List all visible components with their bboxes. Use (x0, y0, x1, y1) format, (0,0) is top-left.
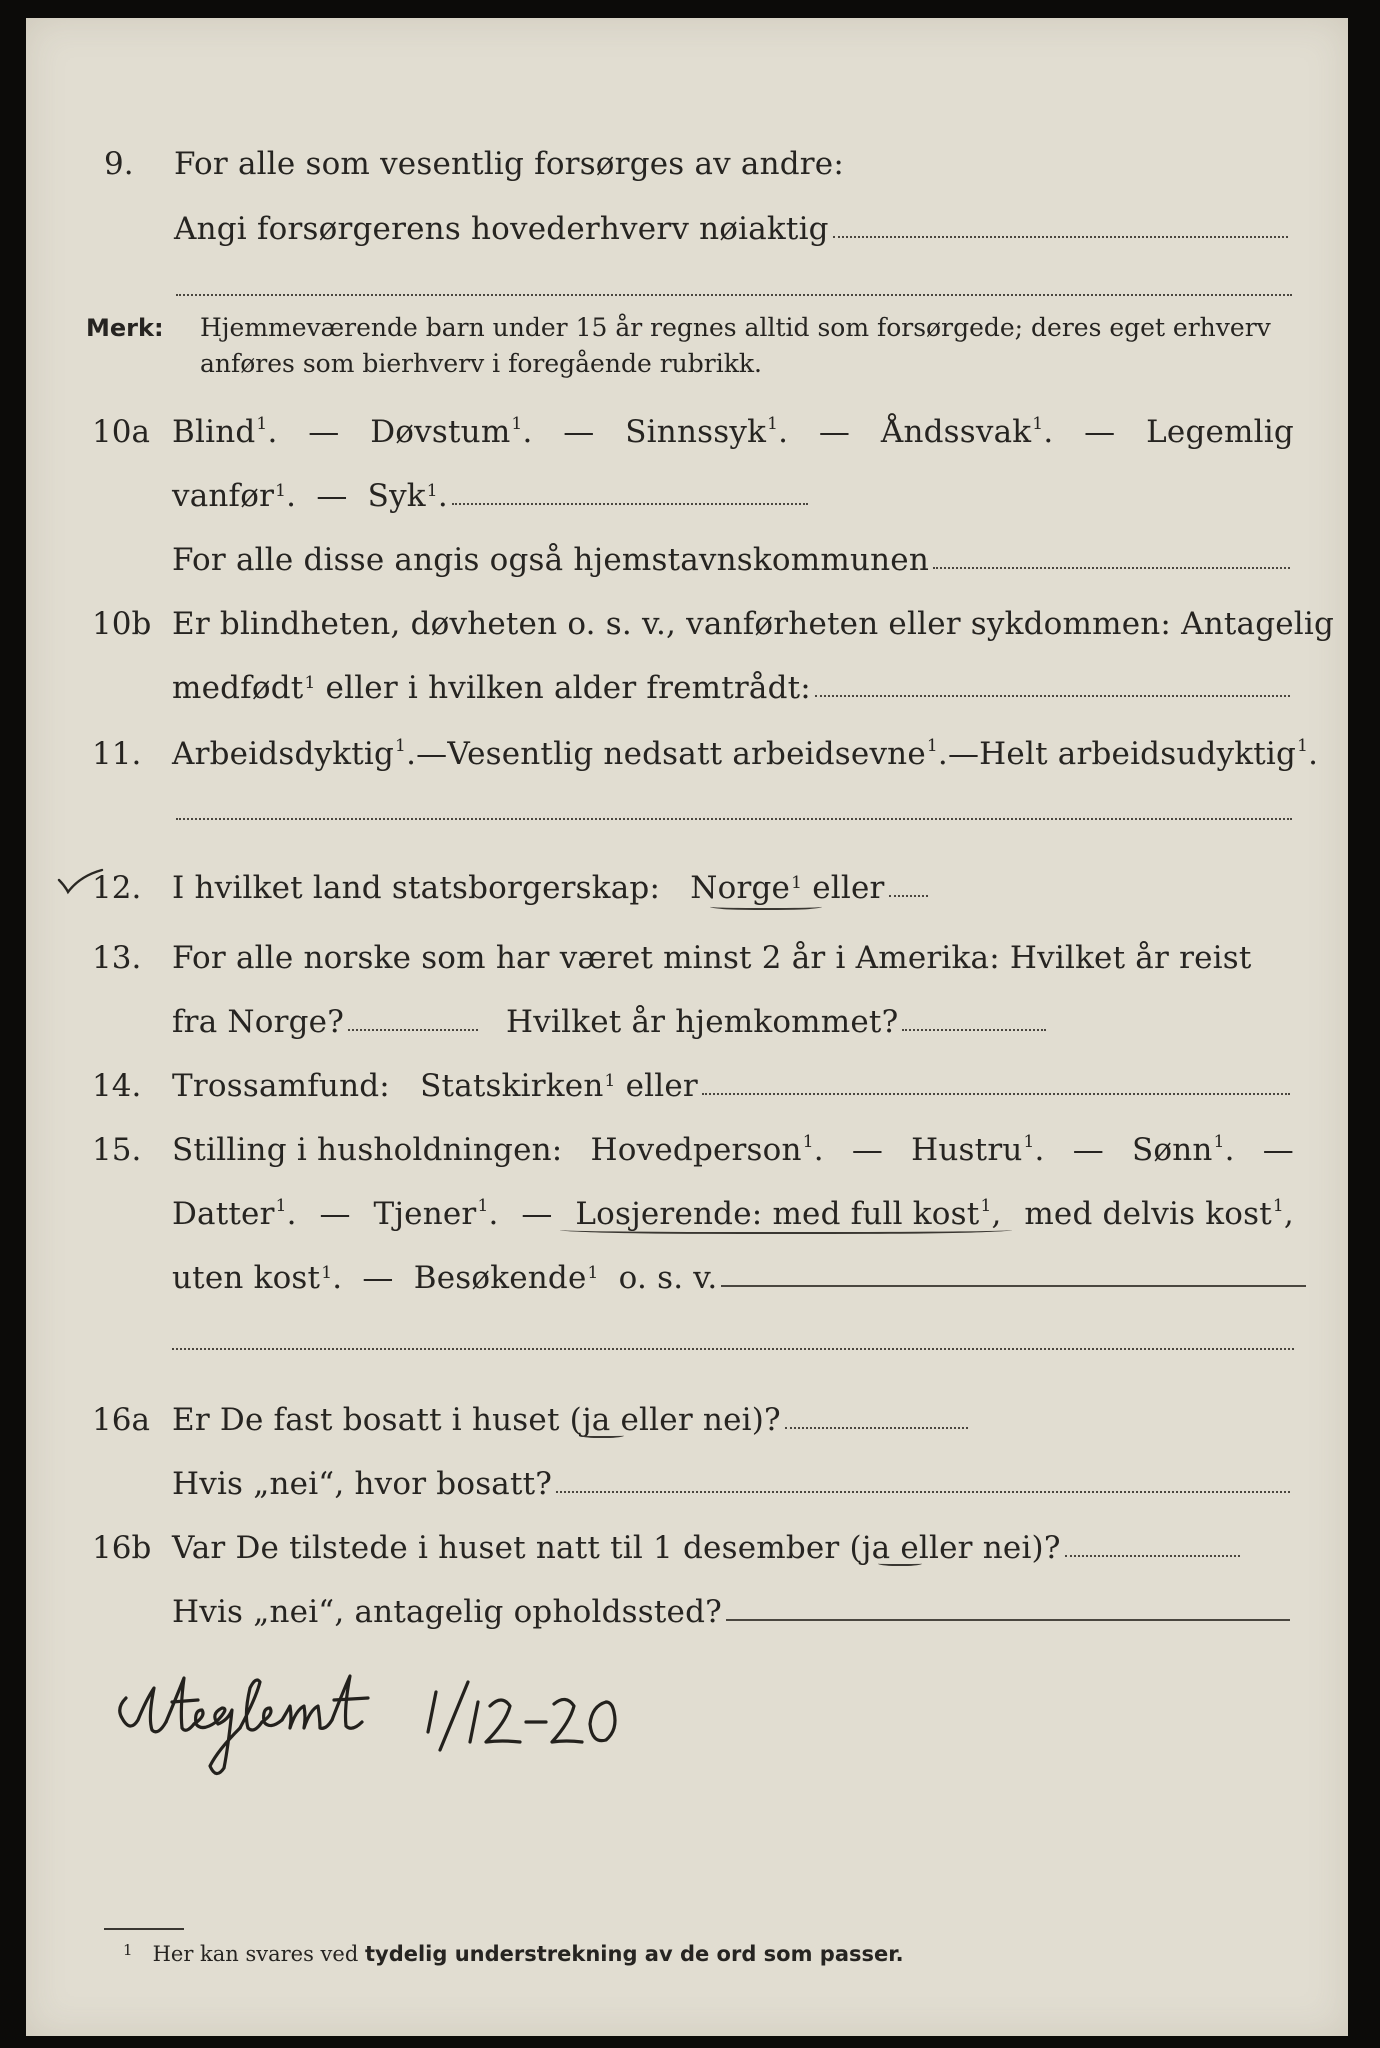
option-tjener[interactable]: Tjener (373, 1196, 477, 1232)
dash: — (1084, 414, 1116, 450)
footnote-marker: 1 (511, 414, 523, 434)
q16a-line2-text: Hvis „nei“, hvor bosatt? (172, 1466, 553, 1502)
q15-text: Stilling i husholdningen: (172, 1132, 563, 1168)
option-datter[interactable]: Datter (172, 1196, 275, 1232)
q13-fra-norge: fra Norge? (172, 1004, 345, 1040)
option-syk[interactable]: Syk (367, 478, 426, 514)
option-vanfor[interactable]: vanfør (172, 478, 275, 514)
footnote-mark: 1 (123, 1941, 133, 1959)
footnote-marker: 1 (1032, 414, 1044, 434)
answer-line[interactable] (452, 503, 808, 505)
answer-line[interactable] (726, 1619, 1290, 1621)
item-number-12: 12. (92, 870, 142, 906)
item-number-16b: 16b (92, 1530, 152, 1566)
q10a-line1: Blind$^1$. — Døvstum$^1$. — Sinnssyk$^1$. — Åndssvak$^1$. — Legemlig (172, 414, 1294, 450)
item-number-11: 11. (92, 736, 142, 772)
footnote-marker: 1 (791, 873, 803, 893)
footnote-marker: 1 (1213, 1132, 1225, 1152)
q12-line1 (172, 854, 932, 906)
footnote-marker: 1 (1272, 1196, 1284, 1216)
q15-line2: Datter$^1$. — Tjener$^1$. — Losjerende: med full kost$^1$, med delvis kost$^1$, (172, 1196, 1294, 1232)
item-number-13: 13. (92, 940, 142, 976)
answer-line[interactable] (176, 818, 1292, 820)
q16b-line1 (172, 1514, 1244, 1566)
item-number-10b: 10b (92, 606, 152, 642)
footnote-marker: 1 (980, 1196, 992, 1216)
answer-line[interactable] (702, 1093, 1290, 1095)
footnote (122, 1942, 904, 1966)
option-sonn[interactable]: Sønn (1131, 1132, 1213, 1168)
q13-line1: For alle norske som har været minst 2 år i Amerika: Hvilket år reist (172, 940, 1252, 976)
answer-line[interactable] (889, 895, 928, 897)
handwritten-underline (878, 1560, 922, 1566)
footnote-plain: Her kan svares ved (152, 1942, 359, 1966)
item-number-10a: 10a (92, 414, 150, 450)
footnote-marker: 1 (477, 1196, 489, 1216)
q14-line1 (172, 1052, 1294, 1104)
q10a-line3 (172, 526, 1294, 578)
answer-line[interactable] (172, 1348, 1294, 1350)
option-hovedperson[interactable]: Hovedperson (590, 1132, 802, 1168)
dash: — (316, 478, 348, 514)
q16b-line2-text: Hvis „nei“, antagelig opholdssted? (172, 1594, 722, 1630)
footnote-marker: 1 (1023, 1132, 1035, 1152)
answer-line[interactable] (556, 1491, 1290, 1493)
q16a-line1-text: Er De fast bosatt i huset (ja eller nei)? (172, 1402, 781, 1438)
answer-line[interactable] (176, 294, 1292, 296)
census-form-page (26, 18, 1348, 2036)
dash: — (947, 736, 980, 772)
dash: — (851, 1132, 884, 1168)
footnote-marker: 1 (587, 1263, 599, 1283)
answer-line[interactable] (348, 1029, 478, 1031)
answer-line[interactable] (902, 1029, 1046, 1031)
q15-osv: o. s. v. (618, 1260, 718, 1296)
option-medfodt[interactable]: medfødt (172, 670, 304, 706)
option-statskirken[interactable]: Statskirken (420, 1068, 604, 1104)
q14-eller: eller (625, 1068, 698, 1104)
option-hustru[interactable]: Hustru (911, 1132, 1023, 1168)
footnote-marker: 1 (321, 1263, 333, 1283)
answer-line[interactable] (815, 695, 1290, 697)
answer-line[interactable] (833, 236, 1288, 238)
q14-text: Trossamfund: (172, 1068, 390, 1104)
answer-line[interactable] (721, 1285, 1306, 1287)
q16b-line1-text: Var De tilstede i huset natt til 1 desember (ja eller nei)? (172, 1530, 1061, 1566)
dash: — (1262, 1132, 1294, 1168)
option-andssvak[interactable]: Åndssvak (880, 414, 1032, 450)
footnote-marker: 1 (426, 481, 438, 501)
answer-line[interactable] (1065, 1555, 1240, 1557)
footnote-marker: 1 (275, 1196, 287, 1216)
q9-line2 (174, 195, 1292, 247)
q16a-line2 (172, 1450, 1294, 1502)
option-sinnssyk[interactable]: Sinnssyk (625, 414, 767, 450)
item-number-16a: 16a (92, 1402, 150, 1438)
footnote-marker: 1 (304, 673, 316, 693)
dash: — (416, 736, 448, 772)
footnote-marker: 1 (1297, 736, 1309, 756)
q10b-line2 (172, 654, 1294, 706)
q16b-line2 (172, 1578, 1294, 1630)
q9-line2-text: Angi forsørgerens hovederhverv nøiaktig (174, 211, 829, 247)
merk-label: Merk: (86, 314, 164, 342)
q10a-line3-text: For alle disse angis også hjemstavnskommunen (172, 542, 929, 578)
option-norge[interactable]: Norge (690, 870, 791, 906)
answer-line[interactable] (933, 567, 1290, 569)
item-number-14: 14. (92, 1068, 142, 1104)
footnote-marker: 1 (395, 736, 407, 756)
handwritten-underline (560, 1224, 1012, 1234)
q10b-line2-text: eller i hvilken alder fremtrådt: (325, 670, 811, 706)
answer-line[interactable] (785, 1427, 968, 1429)
footnote-marker: 1 (256, 414, 268, 434)
dash: — (563, 414, 595, 450)
option-legemlig[interactable]: Legemlig (1146, 414, 1294, 450)
option-dovstum[interactable]: Døvstum (370, 414, 511, 450)
option-delvis-kost[interactable]: med delvis kost (1024, 1196, 1272, 1232)
dash: — (521, 1196, 553, 1232)
item-number-15: 15. (92, 1132, 142, 1168)
handwritten-note (106, 1658, 706, 1788)
dash: — (818, 414, 851, 450)
item-number-9: 9. (104, 146, 134, 182)
q9-line1: For alle som vesentlig forsørges av andre: (174, 146, 844, 182)
footnote-marker: 1 (926, 736, 938, 756)
q15-line3: uten kost 1 . — Besøkende 1 o. s. v. (172, 1244, 1310, 1296)
footnote-marker: 1 (767, 414, 779, 434)
q10b-line1: Er blindheten, døvheten o. s. v., vanførheten eller sykdommen: Antagelig (172, 606, 1335, 642)
q13-line2 (172, 988, 1050, 1040)
footnote-marker: 1 (802, 1132, 814, 1152)
dash: — (362, 1260, 394, 1296)
option-blind[interactable]: Blind (172, 414, 256, 450)
merk-text: Hjemmeværende barn under 15 år regnes alltid som forsørgede; deres eget erhverv anføres som bierhverv i foregående rubrikk. (200, 313, 1271, 378)
handwritten-underline (710, 902, 822, 910)
option-losjerende-full-kost[interactable]: Losjerende: med full kost (575, 1196, 980, 1232)
dash: — (308, 414, 340, 450)
dash: — (319, 1196, 351, 1232)
q12-text: I hvilket land statsborgerskap: (172, 870, 661, 906)
q15-line1: Stilling i husholdningen: Hovedperson$^1$. — Hustru$^1$. — Sønn$^1$. — (172, 1132, 1294, 1168)
footnote-marker: 1 (604, 1071, 616, 1091)
handwritten-underline (580, 1432, 624, 1438)
option-vesentlig-nedsatt[interactable]: Vesentlig nedsatt arbeidsevne (447, 736, 926, 772)
footnote-marker: 1 (275, 481, 287, 501)
q11-line1: Arbeidsdyktig$^1$. — Vesentlig nedsatt arbeidsevne$^1$. — Helt arbeidsudyktig$^1$. (172, 736, 1319, 772)
q13-hjemkommet: Hvilket år hjemkommet? (506, 1004, 899, 1040)
option-arbeidsdyktig[interactable]: Arbeidsdyktig (172, 736, 395, 772)
q12-eller: eller (812, 870, 885, 906)
q16a-line1 (172, 1386, 972, 1438)
footnote-rule (104, 1928, 184, 1930)
q10a-line2: vanfør 1 . — Syk 1 . (172, 462, 812, 514)
option-besokende[interactable]: Besøkende (413, 1260, 587, 1296)
option-helt-arbeidsudyktig[interactable]: Helt arbeidsudyktig (979, 736, 1297, 772)
dash: — (1072, 1132, 1104, 1168)
option-uten-kost[interactable]: uten kost (172, 1260, 321, 1296)
footnote-bold: tydelig understrekning av de ord som passer. (364, 1942, 904, 1966)
